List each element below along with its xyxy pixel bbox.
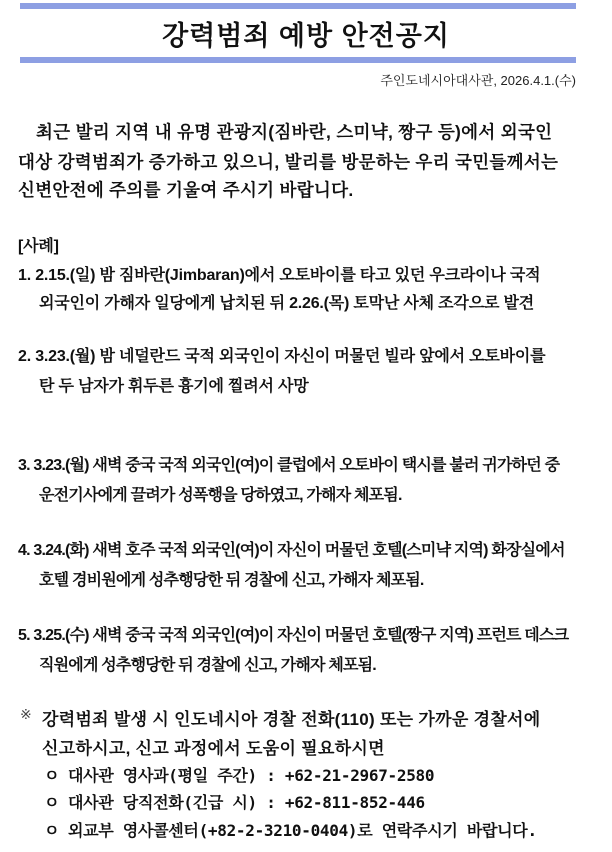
reference-mark-icon: ※: [20, 706, 32, 722]
case-item-line: 호텔 경비원에게 성추행당한 뒤 경찰에 신고, 가해자 체포됨.: [39, 572, 424, 589]
issuer-date: 주인도네시아대사관, 2026.4.1.(수): [380, 73, 576, 88]
title-bottom-rule: [20, 57, 576, 63]
intro-line: 대상 강력범죄가 증가하고 있으니, 발리를 방문하는 우리 국민들께서는: [18, 152, 559, 172]
notice-line: 강력범죄 발생 시 인도네시아 경찰 전화(110) 또는 가까운 경찰서에: [42, 710, 541, 729]
page-title: 강력범죄 예방 안전공지: [162, 21, 450, 51]
case-item-line: 운전기사에게 끌려가 성폭행을 당하였고, 가해자 체포됨.: [39, 487, 402, 504]
notice-line: 신고하시고, 신고 과정에서 도움이 필요하시면: [42, 739, 385, 758]
bullet-icon: ㅇ: [44, 821, 60, 840]
contact-line: 외교부 영사콜센터(+82-2-3210-0404)로 연락주시기 바랍니다.: [68, 821, 537, 840]
case-item-line: 1. 2.15.(일) 밤 짐바란(Jimbaran)에서 오토바이를 타고 있던 우크라이나 국적: [18, 267, 541, 284]
case-item-line: 2. 3.23.(월) 밤 네덜란드 국적 외국인이 자신이 머물던 빌라 앞에서 오토바이를: [18, 348, 546, 365]
intro-line: 신변안전에 주의를 기울여 주시기 바랍니다.: [18, 180, 354, 200]
case-item-line: 직원에게 성추행당한 뒤 경찰에 신고, 가해자 체포됨.: [39, 657, 376, 674]
case-item-line: 탄 두 남자가 휘두른 흉기에 찔려서 사망: [39, 378, 309, 395]
title-top-rule: [20, 3, 576, 9]
bullet-icon: ㅇ: [44, 766, 60, 785]
case-item-line: 4. 3.24.(화) 새벽 호주 국적 외국인(여)이 자신이 머물던 호텔(스미냑 지역) 화장실에서: [18, 542, 565, 559]
case-item-line: 3. 3.23.(월) 새벽 중국 국적 외국인(여)이 클럽에서 오토바이 택시를 불러 귀가하던 중: [18, 457, 560, 474]
case-item-line: 5. 3.25.(수) 새벽 중국 국적 외국인(여)이 자신이 머물던 호텔(짱구 지역) 프런트 데스크: [18, 627, 569, 644]
cases-heading: [사례]: [18, 238, 59, 255]
case-item-line: 외국인이 가해자 일당에게 납치된 뒤 2.26.(목) 토막난 사체 조각으로 발견: [39, 295, 534, 312]
intro-line: 최근 발리 지역 내 유명 관광지(짐바란, 스미냑, 짱구 등)에서 외국인: [36, 122, 553, 142]
bullet-icon: ㅇ: [44, 793, 60, 812]
contact-line: 대사관 당직전화(긴급 시) : +62-811-852-446: [68, 793, 425, 812]
contact-line: 대사관 영사과(평일 주간) : +62-21-2967-2580: [68, 766, 435, 785]
